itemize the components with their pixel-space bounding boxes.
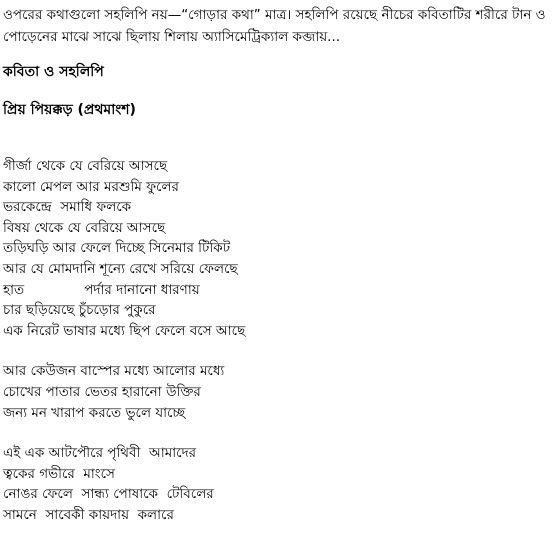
section-title: কবিতা ও সহলিপি: [3, 64, 104, 80]
poem-line: আর কেউজন বাস্পের মধ্যে আলোর মধ্যে: [3, 363, 225, 380]
poem-line: চোখের পাতার ভেতর হারানো উক্তির: [3, 383, 201, 400]
poem-line: ভরকেন্দ্রে সমাধি ফলকে: [3, 199, 132, 216]
poem-line: নোঙর ফেলে সান্ধ্য পোষাকে টেবিলের: [3, 486, 214, 503]
poem-line: জন্য মন খারাপ করতে ভুলে যাচ্ছে: [3, 404, 186, 421]
poem-line: বিষয় থেকে যে বেরিয়ে আসছে: [3, 219, 166, 236]
poem-title: প্রিয় পিয়ক্কড় (প্রথমাংশ): [3, 102, 136, 118]
poem-line: ত্বকের গভীরে মাংসে: [3, 465, 115, 482]
poem-body: [3, 156, 549, 526]
poem-line: গীর্জা থেকে যে বেরিয়ে আসছে: [3, 158, 168, 174]
intro-paragraph: ওপরের কথাগুলো সহলিপি নয়—“গোড়ার কথা” মাত্র। সহলিপি রয়েছে নীচের কবিতাটির শরীরে টান ও পোড়েনের মাঝে সাঝে ছিলায় শিলায় অ্যাসিমেট্রিক্যাল কব্জায়...: [3, 7, 546, 45]
poem-line: সামনে সাবেকী কায়দায় কলারে: [3, 506, 174, 523]
poem-stanza: [3, 361, 549, 423]
poem-line: চার ছড়িয়েছে চুঁচড়োর পুকুরে: [3, 302, 156, 319]
poem-line: এই এক আটপৌরে পৃথিবী আমাদের: [3, 445, 197, 462]
article-page: [3, 4, 549, 546]
poem-stanza: [3, 156, 549, 341]
poem-line: আর যে মোমদানি শূন্যে রেখে সরিয়ে ফেলছে: [3, 260, 238, 277]
poem-line: তড়িঘড়ি আর ফেলে দিচ্ছে সিনেমার টিকিট: [3, 240, 231, 257]
poem-line: এক নিরেট ভাষার মধ্যে ছিপ ফেলে বসে আছে: [3, 322, 246, 339]
poem-line: কালো মেপল আর মরশুমি ফুলের: [3, 178, 179, 195]
poem-line: হাত পর্দার দানানো ধারণায়: [3, 281, 200, 298]
poem-stanza: [3, 443, 549, 525]
